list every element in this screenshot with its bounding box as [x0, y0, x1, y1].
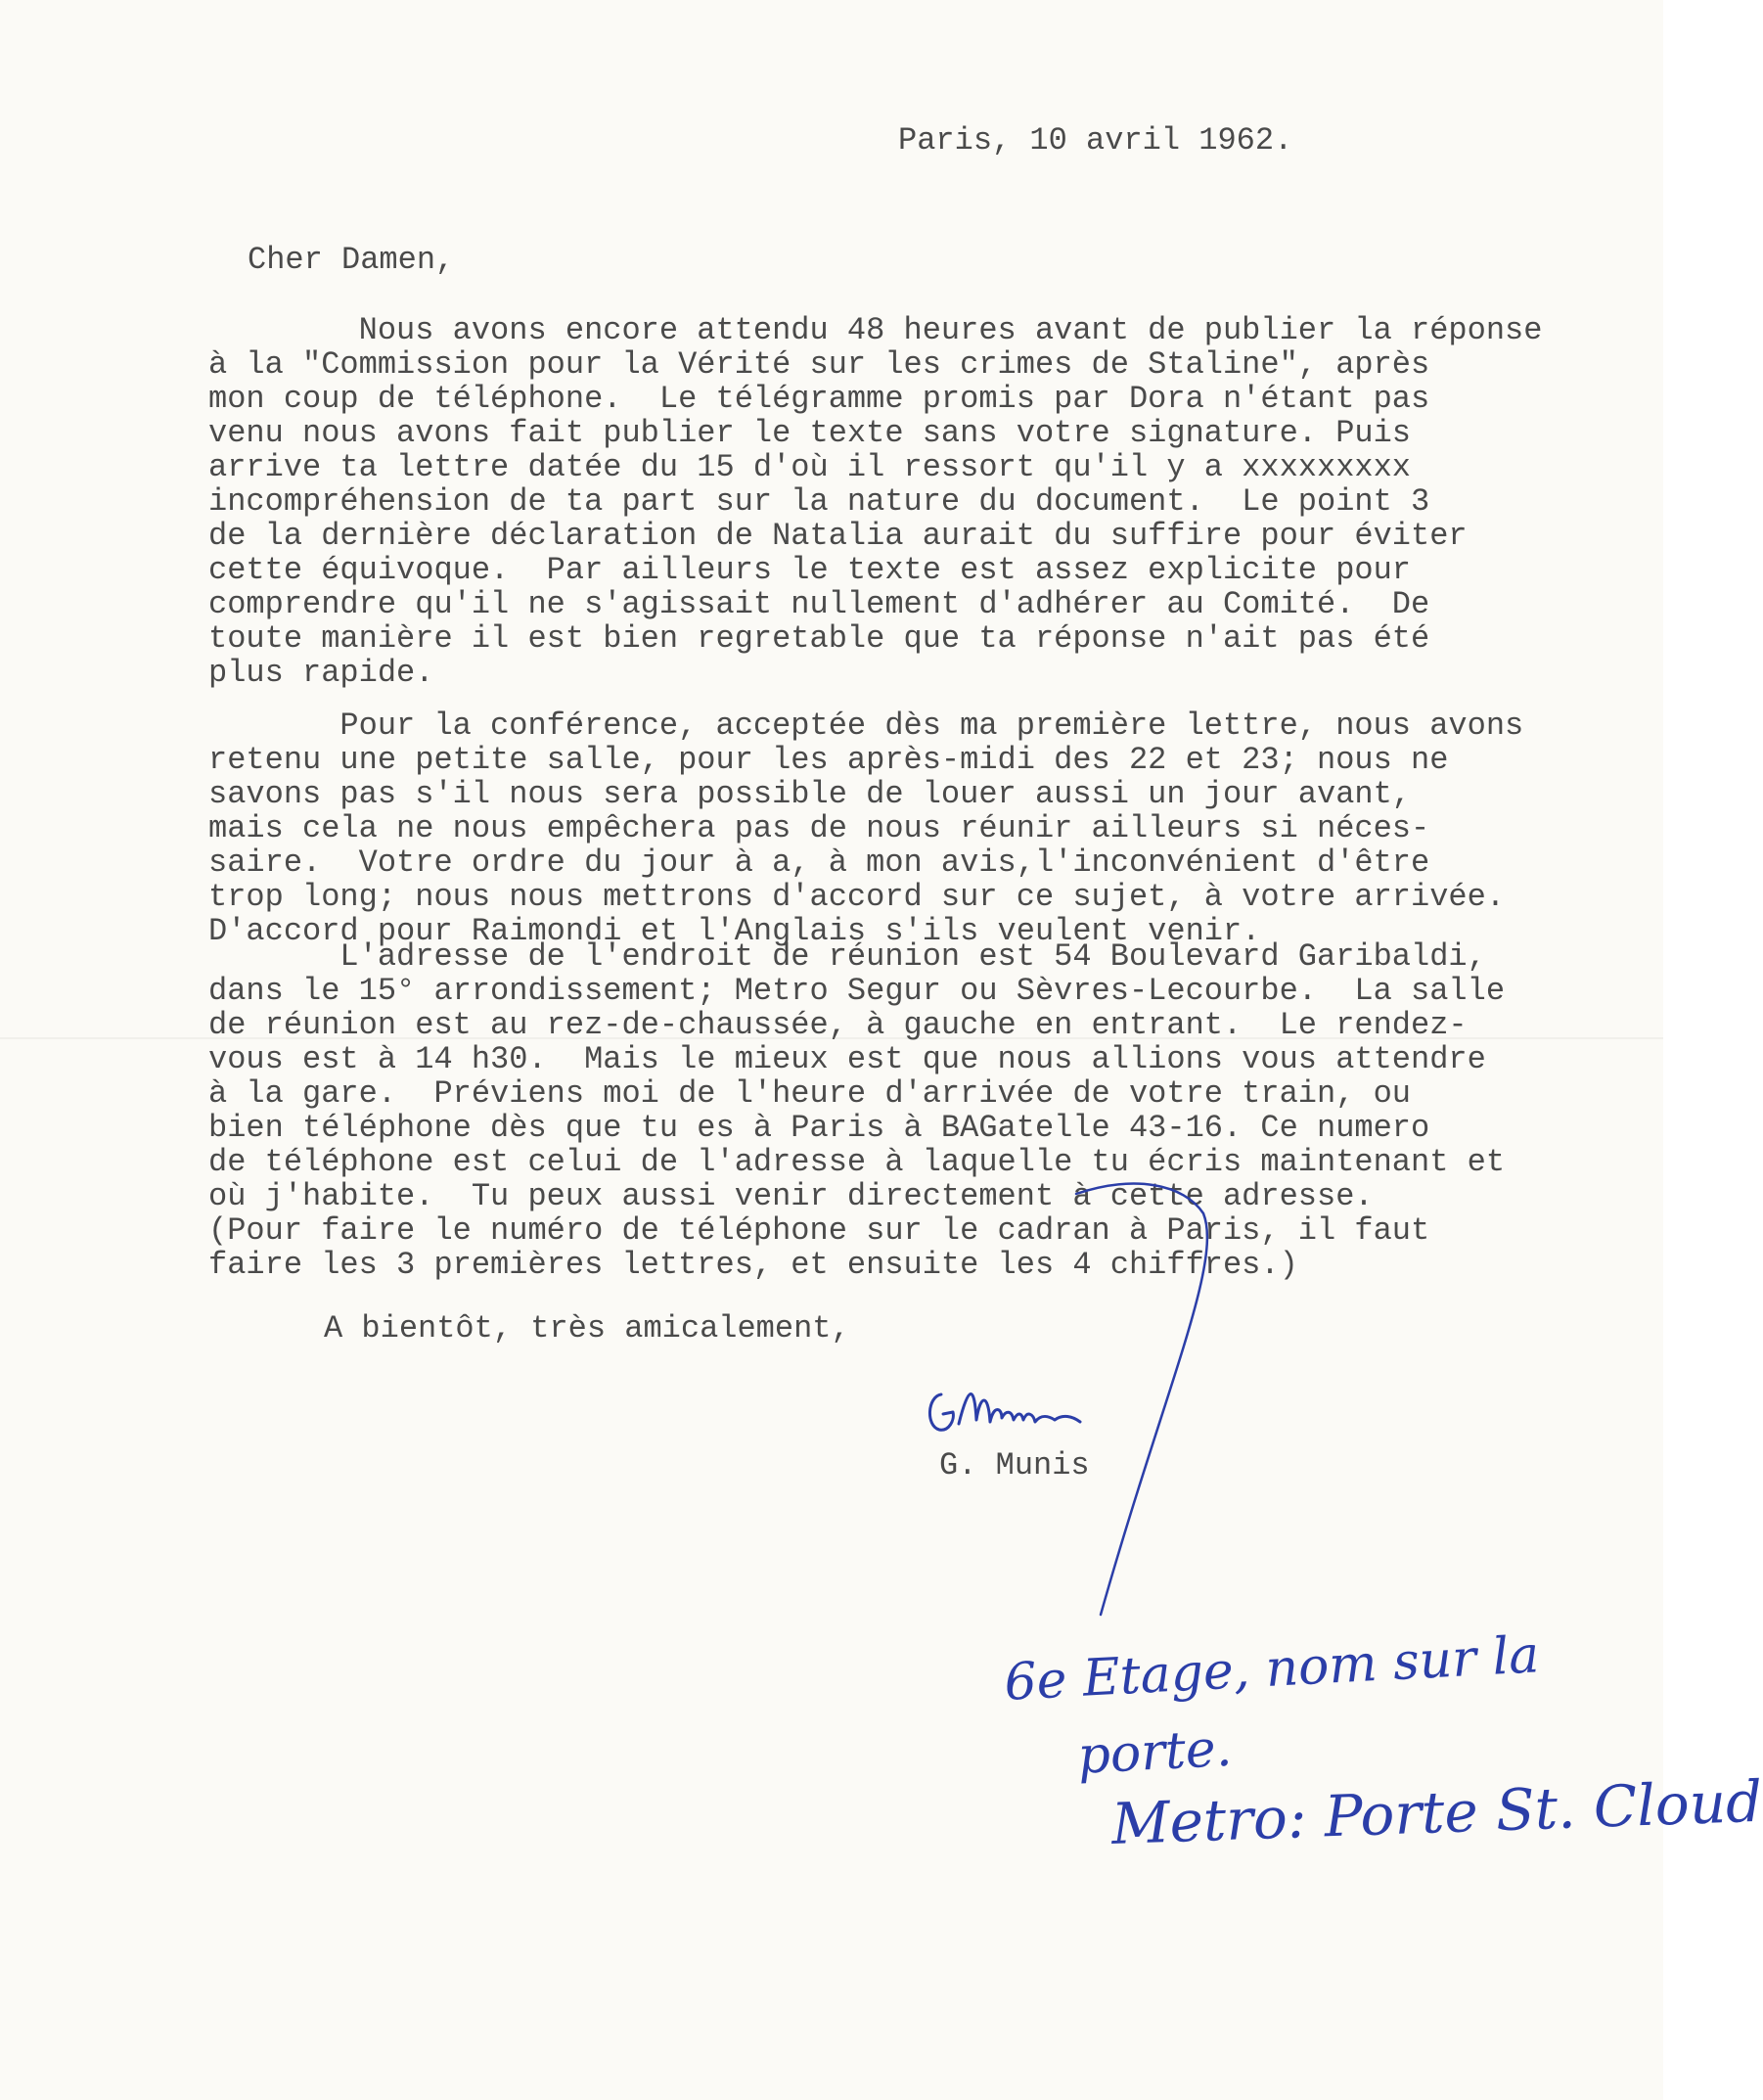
paragraph-1: Nous avons encore attendu 48 heures avant de publier la réponse à la "Commission pour la Vérité sur les crimes de Staline", après mon coup de téléphone. Le télégramme promis par Dora n'étant pas venu nous avons fait publier le texte sans votre signature. Puis arrive ta lettre datée du 15 d'où il ressort qu'il y a xxxxxxxxx incompréhension de ta part sur la nature du document. Le point 3 de la dernière déclaration de Natalia aurait du suffire pour éviter cette équivoque. Par ailleurs le texte est assez explicite pour comprendre qu'il ne s'agissait nullement d'adhérer au Comité. De toute manière il est bien regretable que ta réponse n'ait pas été plus rapide.: [208, 312, 1543, 691]
handwritten-arrow: [1076, 1174, 1370, 1644]
letter-date: Paris, 10 avril 1962.: [898, 122, 1293, 159]
closing: A bientôt, très amicalement,: [324, 1310, 850, 1347]
salutation: Cher Damen,: [248, 242, 455, 278]
handwritten-note-line-2: porte.: [1076, 1718, 1234, 1786]
handwritten-note-line-3: Metro: Porte St. Cloud: [1110, 1767, 1763, 1857]
paragraph-3: L'adresse de l'endroit de réunion est 54 Boulevard Garibaldi, dans le 15° arrondissement; Metro Segur ou Sèvres-Lecourbe. La salle de réunion est au rez-de-chaussée, à gauche en entrant. Le rendez- vous est à 14 h30. Mais le mieux est que nous allions vous attendre à la gare. Préviens moi de l'heure d'arrivée de votre train, ou bien téléphone dès que tu es à Paris à BAGatelle 43-16. Ce numero de téléphone est celui de l'adresse à laquelle tu écris maintenant et où j'habite. Tu peux aussi venir directement à cette adresse. (Pour faire le numéro de téléphone sur le cadran à Paris, il faut faire les 3 premières lettres, et ensuite les 4 chiffres.): [208, 938, 1506, 1283]
handwritten-note-line-1: 6e Etage, nom sur la: [1003, 1625, 1541, 1712]
typed-signature-name: G. Munis: [939, 1447, 1090, 1484]
paragraph-2: Pour la conférence, acceptée dès ma première lettre, nous avons retenu une petite salle, pour les après-midi des 22 et 23; nous ne savons pas s'il nous sera possible de louer aussi un jour avant, mais cela ne nous empêchera pas de nous réunir ailleurs si néces- saire. Votre ordre du jour à a, à mon avis,l'inconvénient d'être trop long; nous nous mettrons d'accord sur ce sujet, à votre arrivée. D'accord pour Raimondi et l'Anglais s'ils veulent venir.: [208, 708, 1524, 949]
